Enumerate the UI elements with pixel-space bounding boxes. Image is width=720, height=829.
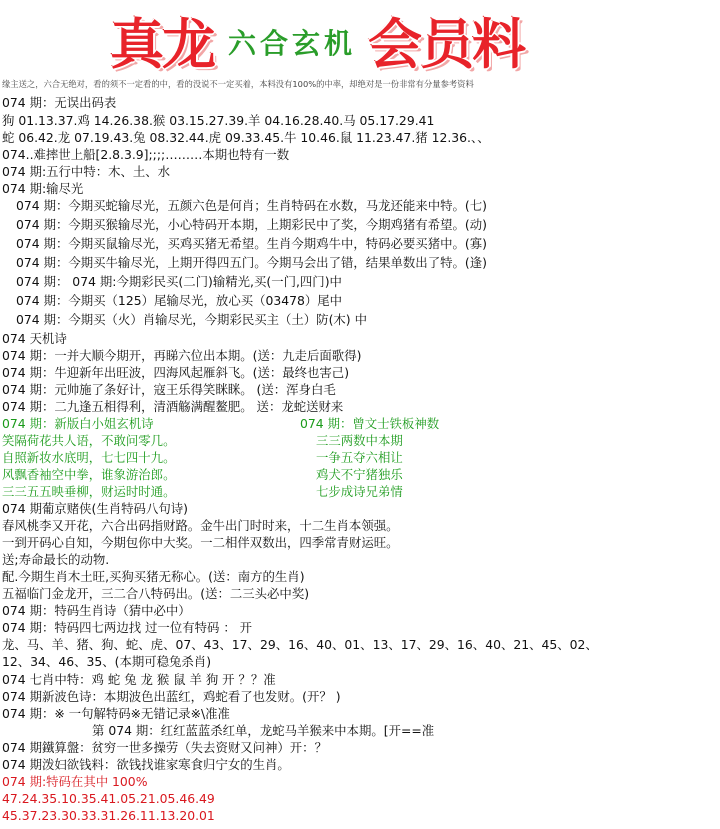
- line-13: 074 期：今期买（火）肖输尽光，今期彩民买主（土）防(木) 中: [16, 312, 367, 327]
- line-2: 狗 01.13.37.鸡 14.26.38.猴 03.15.27.39.羊 04.16.28.40.马 05.17.29.41: [2, 113, 435, 128]
- line-29: 五福临门金龙开，三二合八特码出。(送：二三头必中奖): [2, 586, 310, 601]
- line-20: 笑隔荷花共人语，不敢问零几。: [2, 433, 176, 448]
- line-34: 074 七肖中特：鸡 蛇 兔 龙 猴 鼠 羊 狗 开 ？？准: [2, 672, 276, 687]
- line-33: 12、34、46、35、(本期可稳兔杀肖): [2, 654, 212, 669]
- line-7: 074 期：今期买蛇输尽光，五颜六色是何肖；生肖特码在水数，马龙还能来中特。(七): [16, 198, 487, 213]
- line-6: 074 期:输尽光: [2, 181, 84, 196]
- line-35: 074 期新波色诗：本期波色出蓝红，鸡蛇看了也发财。(开？ ): [2, 689, 341, 704]
- line-30: 074 期：特码生肖诗（猜中必中）: [2, 603, 191, 618]
- banner: [0, 0, 720, 76]
- line-23: 三三五五映垂柳，财运时时通。: [2, 484, 176, 499]
- line-41: 47.24.35.10.35.41.05.21.05.46.49: [2, 791, 215, 806]
- line-19: 074 期：新版白小姐玄机诗: [2, 416, 154, 431]
- line-32: 龙、马、羊、猪、狗、蛇、虎、07、43、17、29、16、40、01、13、17、29、16、40、21、45、02、: [2, 637, 598, 652]
- line-17: 074 期：元帅施了条好计，寇王乐得笑眯眯。 (送：浑身白毛: [2, 382, 336, 397]
- banner-title-right: 会员料: [368, 13, 524, 76]
- right-line-20: 三三两数中本期: [316, 433, 403, 448]
- line-25: 春风桃李又开花，六合出码指财路。金牛出门时时来，十二生肖本领强。: [2, 518, 399, 533]
- banner-title-middle: 六合玄机: [228, 27, 357, 60]
- line-9: 074 期：今期买鼠输尽光，买鸡买猪无希望。生肖今期鸡牛中，特码必要买猪中。(寡): [16, 236, 487, 251]
- right-line-21: 一争五夺六相让: [316, 450, 403, 465]
- line-22: 风飘香袖空中拳，谁象游治郎。: [2, 467, 176, 482]
- line-42: 45.37.23.30.33.31.26.11.13.20.01: [2, 808, 215, 823]
- line-18: 074 期：二九逢五相得利，清酒觞满醒鳌肥。 送：龙蛇送财来: [2, 399, 344, 414]
- line-31: 074 期：特码四七两边找 过一位有特码 ： 开: [2, 620, 253, 635]
- line-21: 自照新妆水底明，七七四十九。: [2, 450, 176, 465]
- line-3: 蛇 06.42.龙 07.19.43.兔 08.32.44.虎 09.33.45.牛 10.46.鼠 11.23.47.猪 12.36.、、: [2, 130, 490, 145]
- line-37: 第 074 期：红红蓝蓝杀红单，龙蛇马羊猴来中本期。[开==准: [92, 723, 435, 738]
- line-26: 一到开码心自知，今期包你中大奖。一二相伴双数出，四季常青财运旺。: [2, 535, 399, 550]
- line-39: 074 期泼妇欲钱料：欲钱找谁家寒食归宁女的生肖。: [2, 757, 290, 772]
- line-8: 074 期：今期买猴输尽光，小心特码开本期，上期彩民中了奖，今期鸡猪有希望。(动): [16, 217, 487, 232]
- banner-title-left: 真龙: [110, 13, 214, 76]
- line-15: 074 期：一并大顺今期开，再睇六位出本期。(送：九走后面歌得): [2, 348, 362, 363]
- line-16: 074 期：牛迎新年出旺波，四海风起雁斜飞。(送：最终也害己): [2, 365, 350, 380]
- line-36: 074 期：※ 一句解特码※无错记录※\准准: [2, 706, 230, 721]
- right-line-19: 074 期：曾文士铁板神数: [300, 416, 440, 431]
- line-28: 配.今期生肖木土旺,买狗买猪无称心。(送：南方的生肖): [2, 569, 305, 584]
- line-4: 074..难摔世上船[2.8.3.9];;;;………本期也特有一数: [2, 147, 290, 162]
- line-14: 074 天机诗: [2, 331, 67, 346]
- line-40: 074 期:特码在其中 100%: [2, 774, 148, 789]
- disclaimer: 缘主送之，六合无绝对，看的须不一定看的中，看的没说不一定买着，本料没有100%的中率，却绝对是一份非常有分量参考资料: [2, 79, 474, 89]
- line-27: 送;寿命最长的动物.: [2, 552, 110, 567]
- line-11: 074 期： 074 期:今期彩民买(二门)输精光,买(一门,四门)中: [16, 274, 342, 289]
- line-1: 074 期：无误出码表: [2, 95, 117, 110]
- line-10: 074 期：今期买牛输尽光，上期开得四五门。今期马会出了错，结果单数出了特。(逢): [16, 255, 487, 270]
- line-5: 074 期:五行中特：木、土、水: [2, 164, 171, 179]
- right-line-22: 鸡犬不宁猪独乐: [316, 467, 403, 482]
- right-line-23: 七步成诗兄弟情: [316, 484, 403, 499]
- line-24: 074 期葡京赌侠(生肖特码八句诗): [2, 501, 188, 516]
- line-12: 074 期：今期买（125）尾输尽光，放心买（03478）尾中: [16, 293, 343, 308]
- line-38: 074 期鐵算盤：贫穷一世多操劳（失去资财又问神）开：？: [2, 740, 327, 755]
